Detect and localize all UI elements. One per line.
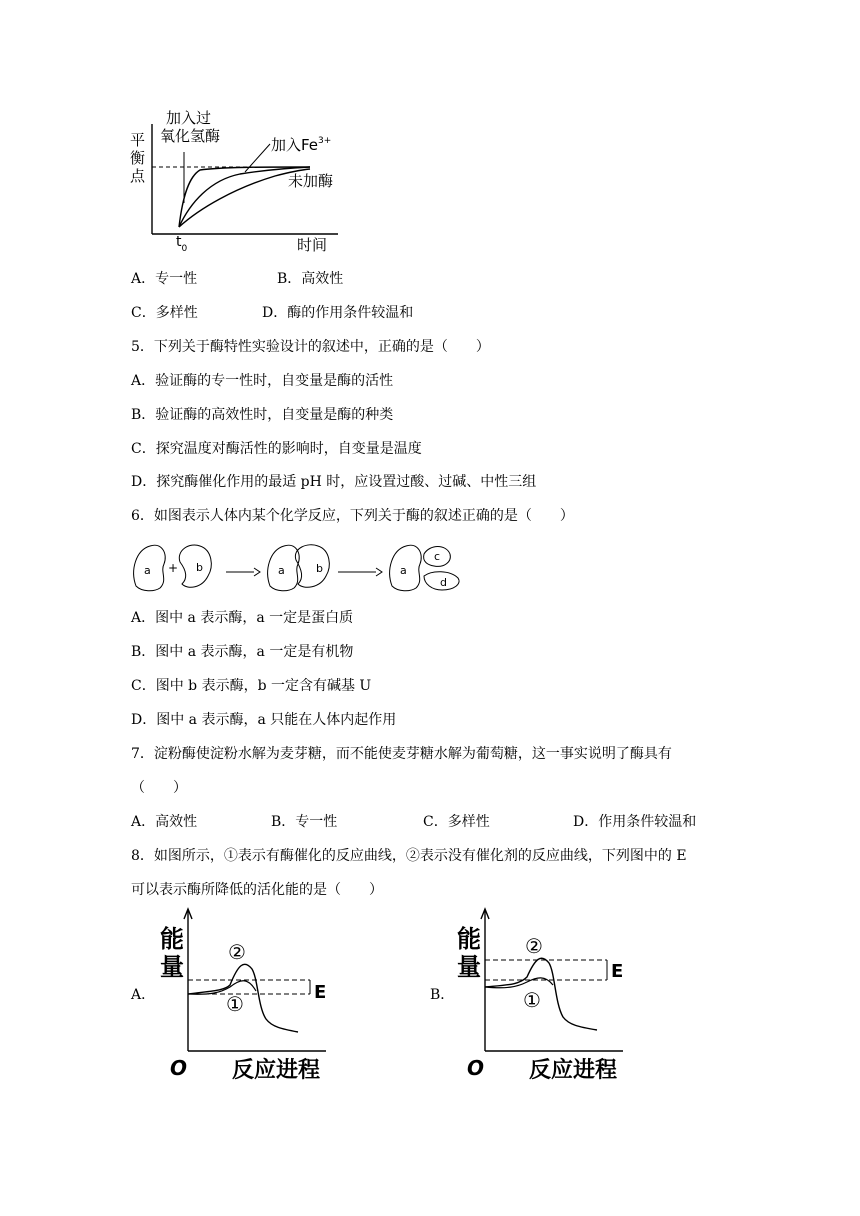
curve-label-enzyme-line2: 氧化氢酶 bbox=[160, 127, 221, 145]
y-axis-label-char: 量 bbox=[160, 953, 184, 981]
q5-stem: 5．下列关于酶特性实验设计的叙述中，正确的是（ ） bbox=[131, 339, 490, 355]
plus-sign: + bbox=[168, 561, 179, 575]
q4-option-a: A．专一性 bbox=[131, 271, 198, 287]
q8-stem-line1: 8．如图所示，①表示有酶催化的反应曲线，②表示没有催化剂的反应曲线，下列图中的 E bbox=[131, 848, 687, 864]
e-label: E bbox=[314, 982, 327, 1003]
q6-option-d: D．图中 a 表示酶，a 只能在人体内起作用 bbox=[131, 712, 397, 728]
q7-option-d: D．作用条件较温和 bbox=[573, 814, 697, 830]
origin-label: O bbox=[170, 1056, 188, 1080]
q8-stem-line2: 可以表示酶所降低的活化能的是（ ） bbox=[131, 882, 383, 898]
q4-equilibrium-graph bbox=[125, 108, 355, 255]
q7-stem-line1: 7．淀粉酶使淀粉水解为麦芽糖，而不能使麦芽糖水解为葡萄糖，这一事实说明了酶具有 bbox=[131, 746, 672, 762]
q7-option-a: A．高效性 bbox=[131, 814, 198, 830]
q5-option-a: A．验证酶的专一性时，自变量是酶的活性 bbox=[131, 373, 394, 389]
q5-option-c: C．探究温度对酶活性的影响时，自变量是温度 bbox=[131, 441, 422, 457]
y-axis-label-char: 平 bbox=[130, 131, 146, 149]
x-axis-label: 时间 bbox=[297, 236, 328, 254]
e-label: E bbox=[611, 961, 624, 982]
molecule-b-label: b bbox=[196, 561, 203, 574]
q7-option-b: B．专一性 bbox=[271, 814, 338, 830]
product-c-label: c bbox=[434, 550, 441, 563]
product-a-label: a bbox=[400, 564, 407, 577]
q8-option-b-energy-graph bbox=[457, 907, 637, 1083]
q4-option-c: C．多样性 bbox=[131, 305, 198, 321]
q8-option-b-label: B． bbox=[430, 987, 455, 1003]
y-axis-label-char: 量 bbox=[457, 953, 481, 981]
t0-label: $t_0$ bbox=[176, 234, 188, 254]
q6-stem: 6．如图表示人体内某个化学反应，下列关于酶的叙述正确的是（ ） bbox=[131, 508, 574, 524]
q6-option-a: A．图中 a 表示酶，a 一定是蛋白质 bbox=[131, 610, 354, 626]
y-axis-label-char: 能 bbox=[457, 925, 481, 953]
q4-option-b: B．高效性 bbox=[277, 271, 344, 287]
q7-option-c: C．多样性 bbox=[423, 814, 490, 830]
y-axis-label-char: 点 bbox=[130, 167, 146, 185]
curve-label-fe: 加入$Fe^{3+}$ bbox=[271, 136, 332, 154]
curve-2-label: ② bbox=[525, 934, 543, 958]
q6-option-c: C．图中 b 表示酶，b 一定含有碱基 U bbox=[131, 678, 372, 694]
q6-option-b: B．图中 a 表示酶，a 一定是有机物 bbox=[131, 644, 354, 660]
q5-option-b: B．验证酶的高效性时，自变量是酶的种类 bbox=[131, 407, 394, 423]
complex-b-label: b bbox=[316, 562, 323, 575]
curve-label-no-enzyme: 未加酶 bbox=[288, 172, 334, 190]
q7-stem-line2: （ ） bbox=[131, 780, 187, 796]
x-axis-label: 反应进程 bbox=[529, 1058, 618, 1083]
q6-enzyme-reaction-diagram bbox=[128, 540, 468, 596]
curve-1-label: ① bbox=[226, 992, 244, 1016]
x-axis-label: 反应进程 bbox=[232, 1058, 321, 1083]
q5-option-d: D．探究酶催化作用的最适 pH 时，应设置过酸、过碱、中性三组 bbox=[131, 474, 537, 490]
y-axis-label-char: 衡 bbox=[130, 149, 146, 167]
q8-option-a-energy-graph bbox=[160, 907, 340, 1083]
curve-1-label: ① bbox=[523, 988, 541, 1012]
complex-a-label: a bbox=[278, 564, 285, 577]
curve-2-label: ② bbox=[228, 940, 246, 964]
curve-label-enzyme-line1: 加入过 bbox=[166, 109, 212, 127]
q8-option-a-label: A． bbox=[131, 987, 156, 1003]
y-axis-label-char: 能 bbox=[160, 925, 184, 953]
origin-label: O bbox=[467, 1056, 485, 1080]
q4-option-d: D．酶的作用条件较温和 bbox=[262, 305, 414, 321]
product-d-label: d bbox=[440, 576, 447, 589]
molecule-a-label: a bbox=[144, 564, 151, 577]
